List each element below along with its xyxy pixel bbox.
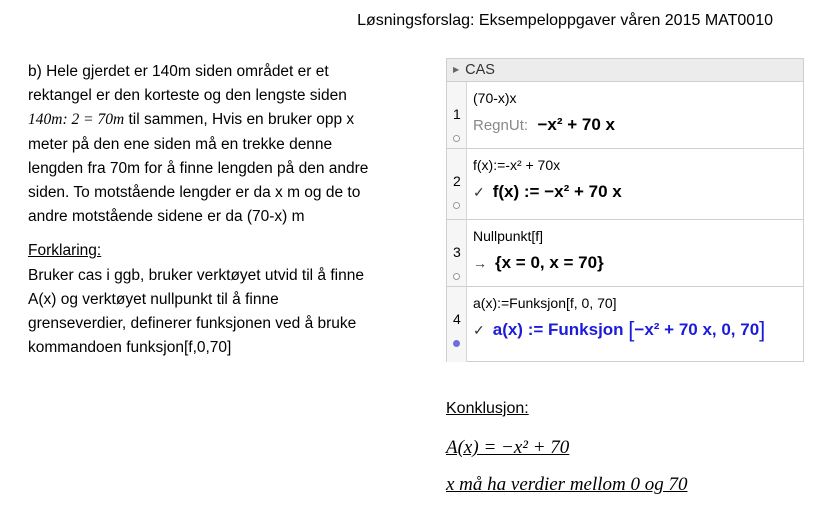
row-number: 2 <box>453 173 461 189</box>
output-toggle-icon[interactable] <box>453 135 460 142</box>
cas-output: f(x) := −x² + 70 x <box>492 182 622 201</box>
cas-title-bar[interactable] <box>447 59 803 82</box>
arrow-icon: → <box>473 255 487 271</box>
cas-row-3[interactable] <box>447 220 803 287</box>
output-toggle-icon[interactable] <box>453 202 460 209</box>
row-number: 4 <box>453 311 461 327</box>
cas-title: CAS <box>465 62 495 78</box>
cas-panel <box>446 58 804 362</box>
conclusion-range: x må ha verdier mellom 0 og 70 <box>446 474 688 495</box>
collapse-triangle-icon[interactable]: ▶ <box>453 65 460 74</box>
part-b-math: 140m: 2 = 70m <box>28 111 125 129</box>
part-b-paragraph <box>28 60 373 229</box>
forklaring-heading: Forklaring: <box>28 242 102 260</box>
cas-output-function: a(x) := Funksjon <box>492 320 629 339</box>
check-icon: ✓ <box>473 184 485 200</box>
cas-output: {x = 0, x = 70} <box>495 253 604 272</box>
cas-output: −x² + 70 x <box>537 115 615 134</box>
konklusjon-heading: Konklusjon: <box>446 400 529 417</box>
row-number: 3 <box>453 244 461 260</box>
cas-input[interactable]: a(x):=Funksjon[f, 0, 70] <box>473 295 617 311</box>
check-icon: ✓ <box>473 322 485 338</box>
row-number: 1 <box>453 106 461 122</box>
output-toggle-icon[interactable] <box>453 340 460 347</box>
cas-row-1[interactable] <box>447 82 803 149</box>
regnut-label: RegnUt: <box>473 117 529 134</box>
part-b-text-end: til sammen, Hvis en bruker opp x meter på den ene siden må en trekke denne lengden fra 70m for å finne lengden på den andre siden. To motstående lengder er da x m og de to andre motstående sidene er da (70-x) m <box>28 111 369 226</box>
cas-input[interactable]: (70-x)x <box>473 90 517 106</box>
left-column <box>28 60 373 360</box>
forklaring-text: Bruker cas i ggb, bruker verktøyet utvid til å finne A(x) og verktøyet nullpunkt til å finne grenseverdier, definerer funksjonen ved å bruke kommandoen funksjon[f,0,70] <box>28 266 364 357</box>
cas-input[interactable]: Nullpunkt[f] <box>473 228 544 244</box>
conclusion-formula: A(x) = −x² + 70 <box>446 437 570 458</box>
cas-row-4[interactable]: 4 a(x):=Funksjon[f, 0, 70] ✓ a(x) := Funksjon [−x² + 70 x, 0, 70] <box>447 287 803 362</box>
cas-output-args: −x² + 70 x, 0, 70 <box>634 320 760 339</box>
cas-input[interactable]: f(x):=-x² + 70x <box>473 157 561 173</box>
cas-row-2[interactable] <box>447 149 803 220</box>
output-toggle-icon[interactable] <box>453 273 460 280</box>
part-b-text-start: b) Hele gjerdet er 140m siden området er et rektangel er den korteste og den lengste siden <box>28 63 347 105</box>
page-header: Løsningsforslag: Eksempeloppgaver våren 2015 MAT0010 <box>357 12 773 29</box>
